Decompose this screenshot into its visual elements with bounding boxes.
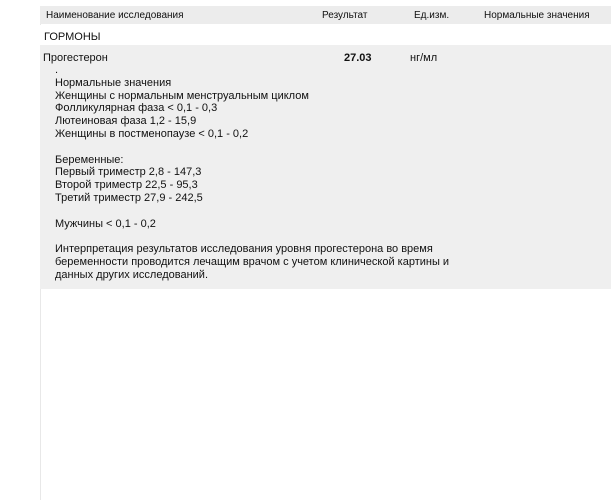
test-result-value: 27.03	[344, 52, 372, 64]
test-unit: нг/мл	[410, 52, 438, 64]
notes-trimester-2: Второй триместр 22,5 - 95,3	[55, 179, 198, 192]
notes-trimester-1: Первый триместр 2,8 - 147,3	[55, 166, 202, 179]
notes-spacer	[55, 141, 595, 154]
notes-interpretation-2: беременности проводится лечащим врачом с учетом клинической картины и	[55, 255, 450, 268]
notes-follicular-phase: Фолликулярная фаза < 0,1 - 0,3	[55, 102, 218, 115]
header-normal-values: Нормальные значения	[484, 10, 590, 21]
header-unit: Ед.изм.	[414, 10, 450, 21]
section-row	[40, 25, 611, 45]
notes-luteal-phase: Лютеиновая фаза 1,2 - 15,9	[55, 115, 197, 128]
notes-pregnant-title: Беременные:	[55, 153, 124, 166]
notes-trimester-3: Третий триместр 27,9 - 242,5	[55, 191, 203, 204]
notes-spacer	[55, 205, 595, 218]
reference-notes	[55, 64, 595, 282]
notes-spacer	[55, 230, 595, 243]
notes-interpretation-1: Интерпретация результатов исследования уровня прогестерона во время	[55, 243, 433, 256]
notes-postmenopause: Женщины в постменопаузе < 0,1 - 0,2	[55, 127, 249, 140]
header-test-name: Наименование исследования	[46, 10, 184, 21]
test-row-progesterone	[40, 45, 611, 289]
notes-dot: .	[55, 64, 59, 76]
table-header	[40, 6, 611, 24]
notes-men: Мужчины < 0,1 - 0,2	[55, 217, 156, 230]
lab-results-sheet	[40, 6, 611, 500]
notes-interpretation-3: данных других исследований.	[55, 268, 209, 281]
section-title: ГОРМОНЫ	[44, 31, 101, 43]
notes-normal-title: Нормальные значения	[55, 76, 172, 89]
header-result: Результат	[322, 10, 368, 21]
notes-women-cycle: Женщины с нормальным менструальным циклом	[55, 89, 309, 102]
test-name: Прогестерон	[43, 52, 108, 64]
